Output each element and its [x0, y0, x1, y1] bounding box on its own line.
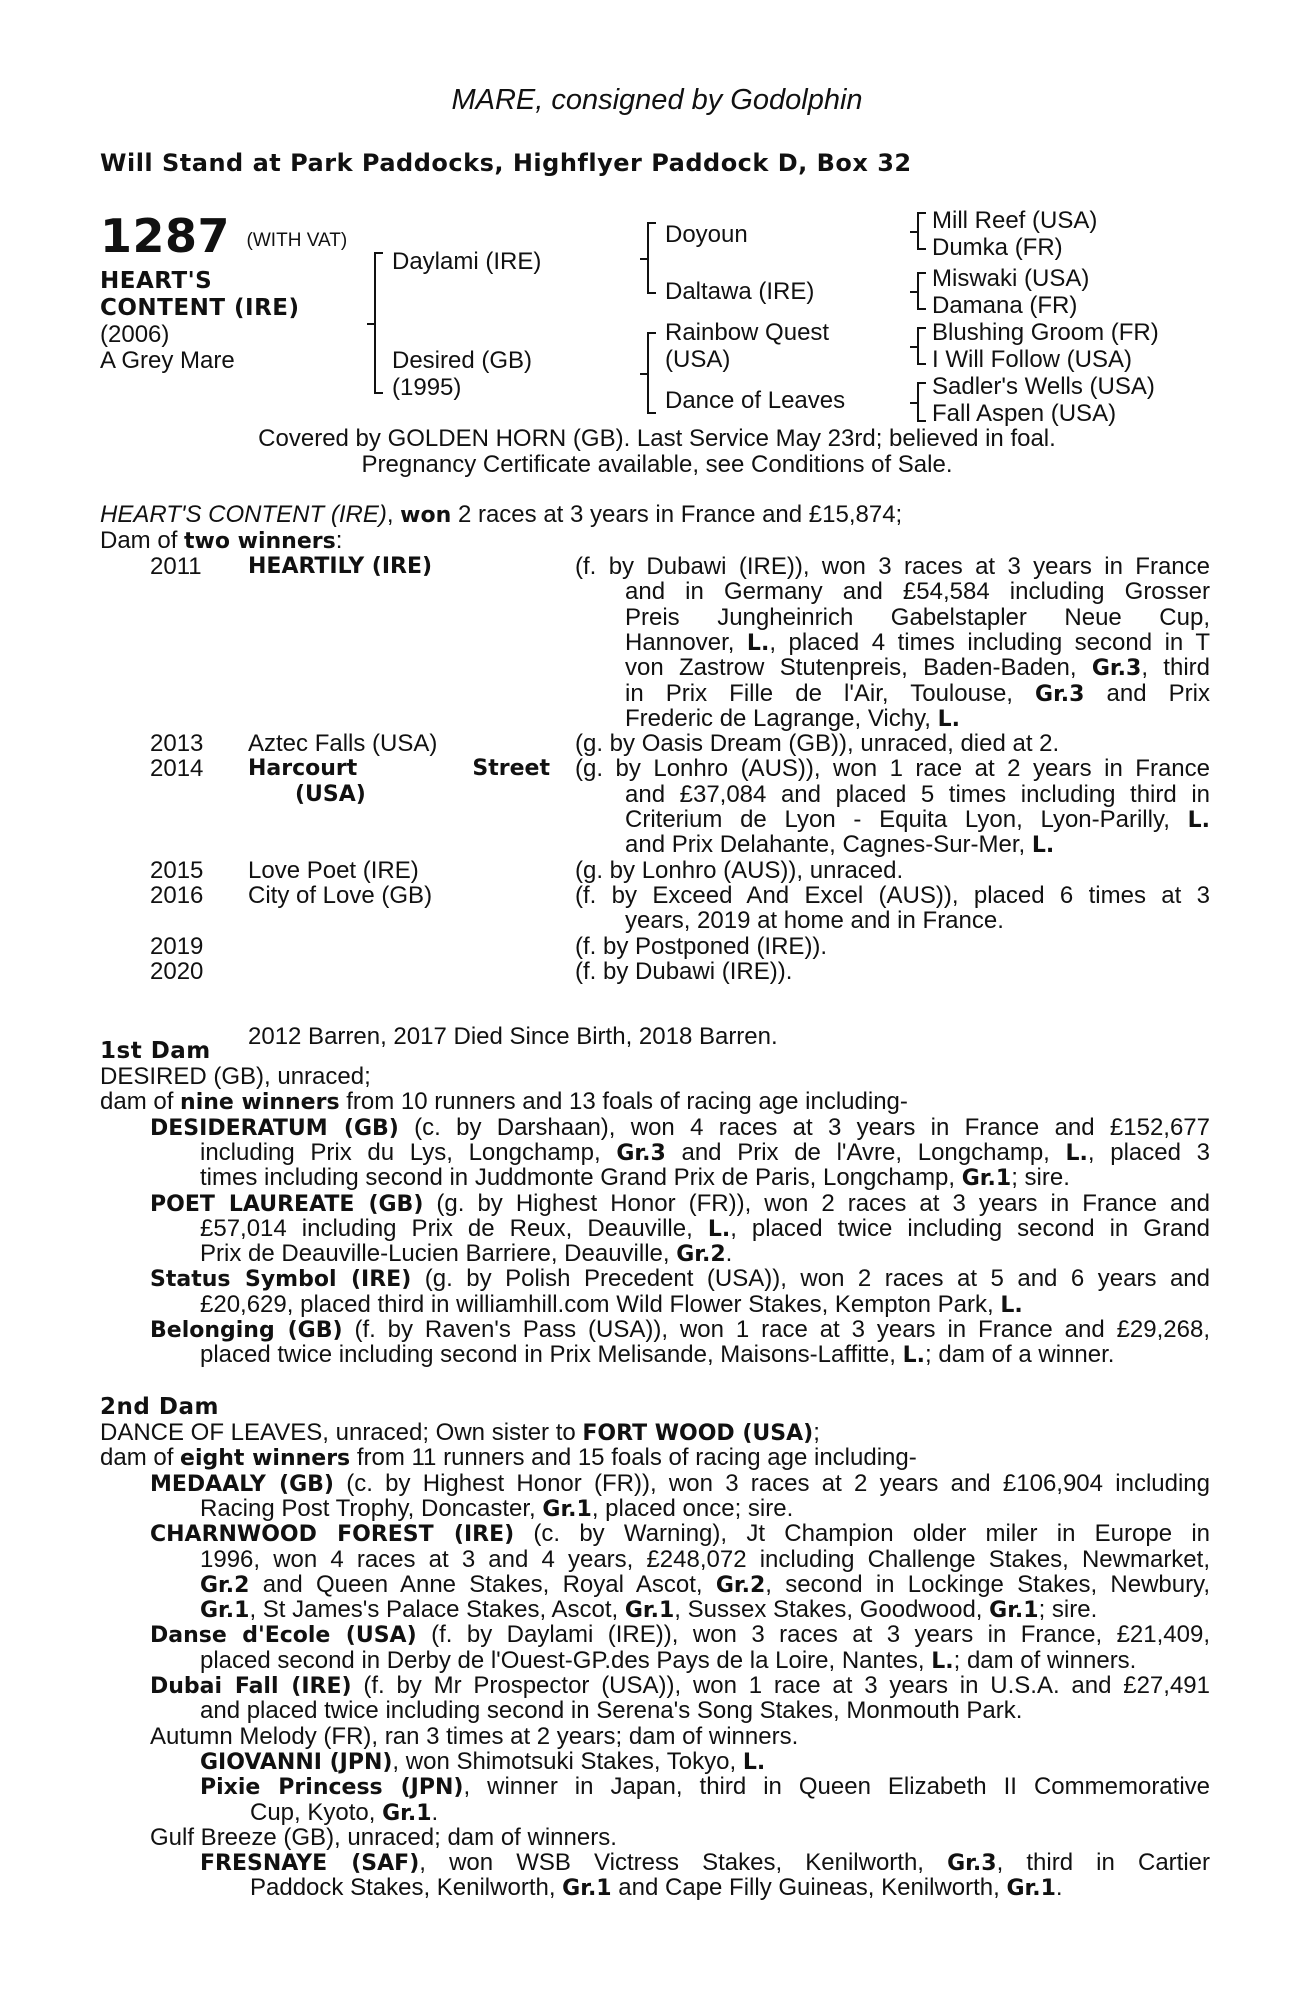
produce-detail-line: and in Germany and £54,584 including Grosser: [625, 578, 1210, 606]
lot-number-block: [100, 209, 348, 264]
pedigree-text-line: GIOVANNI (JPN), won Shimotsuki Stakes, Tokyo, L.: [200, 1747, 766, 1775]
pedigree-text-line: Dubai Fall (IRE) (f. by Mr Prospector (USA)), won 1 race at 3 years in U.S.A. and £27,491: [150, 1672, 1210, 1699]
produce-year: 2019: [150, 932, 204, 960]
pedigree-text-line: £20,629, placed third in williamhill.com Wild Flower Stakes, Kempton Park, L.: [200, 1290, 1023, 1318]
pedigree-brace-sd: [917, 272, 926, 310]
pedigree-brace-sire: [647, 222, 656, 294]
produce-year: 2014: [150, 755, 204, 783]
produce-name: HEARTILY (IRE): [248, 554, 433, 579]
pedigree-text-line: POET LAUREATE (GB) (g. by Highest Honor (FR)), won 2 races at 3 years in France and: [150, 1189, 1210, 1217]
pedigree-dsd: I Will Follow (USA): [932, 346, 1133, 373]
pedigree-text-line: Pixie Princess (JPN), winner in Japan, third in Queen Elizabeth II Commemorative: [200, 1773, 1211, 1801]
pedigree-text-line: dam of nine winners from 10 runners and 13 foals of racing age including-: [100, 1088, 908, 1116]
produce-detail-line: Hannover, L., placed 4 times including second in T: [625, 628, 1210, 656]
pedigree-text-line: 1996, won 4 races at 3 and 4 years, £248,072 including Challenge Stakes, Newmarket,: [200, 1545, 1210, 1573]
pedigree-text-line: Autumn Melody (FR), ran 3 times at 2 years; dam of winners.: [150, 1722, 799, 1750]
produce-name: Harcourt Street: [248, 756, 550, 782]
race-record-won: won: [400, 503, 452, 528]
second-dam-heading: 2nd Dam: [100, 1394, 219, 1420]
pedigree-dam-sire: Rainbow Quest: [665, 319, 830, 346]
produce-detail-line: in Prix Fille de l'Air, Toulouse, Gr.3 and Prix: [625, 679, 1210, 707]
covered-line-1: Covered by GOLDEN HORN (GB). Last Service May 23rd; believed in foal.: [258, 425, 1056, 452]
pedigree-text-line: Prix de Deauville-Lucien Barriere, Deauville, Gr.2.: [200, 1240, 733, 1268]
produce-detail-line: (g. by Lonhro (AUS)), unraced.: [575, 856, 904, 884]
pedigree-text-line: times including second in Juddmonte Grand Prix de Paris, Longchamp, Gr.1; sire.: [200, 1164, 1070, 1192]
pedigree-text-line: Gulf Breeze (GB), unraced; dam of winners.: [150, 1823, 617, 1851]
pedigree-text-line: Danse d'Ecole (USA) (f. by Daylami (IRE)), won 3 races at 3 years in France, £21,409,: [150, 1621, 1211, 1649]
produce-detail-line: Frederic de Lagrange, Vichy, L.: [625, 704, 961, 732]
pedigree-text-line: £57,014 including Prix de Reux, Deauville, L., placed twice including second in Grand: [200, 1214, 1210, 1242]
pedigree-dam-dam: Dance of Leaves: [665, 387, 846, 414]
produce-detail-line: (f. by Exceed And Excel (AUS)), placed 6 times at 3: [575, 881, 1210, 909]
produce-year: 2016: [150, 881, 204, 909]
pedigree-sire: Daylami (IRE): [392, 248, 542, 275]
pedigree-sds: Miswaki (USA): [932, 265, 1090, 292]
pedigree-brace-gen1: [374, 252, 383, 394]
pedigree-text-line: Racing Post Trophy, Doncaster, Gr.1, placed once; sire.: [200, 1494, 794, 1522]
pedigree-brace-ds: [917, 327, 926, 365]
produce-name-cont: (USA): [295, 781, 366, 807]
produce-detail-line: (f. by Postponed (IRE)).: [575, 932, 828, 960]
produce-detail-line: von Zastrow Stutenpreis, Baden-Baden, Gr.3, third: [625, 654, 1210, 682]
produce-detail-line: (f. by Dubawi (IRE)), won 3 races at 3 years in France: [575, 553, 1210, 580]
stand-location: Will Stand at Park Paddocks, Highflyer Paddock D, Box 32: [100, 149, 912, 177]
pedigree-text-line: DANCE OF LEAVES, unraced; Own sister to FORT WOOD (USA);: [100, 1419, 820, 1446]
pedigree-dds: Sadler's Wells (USA): [932, 373, 1155, 400]
foaling-year: (2006): [100, 321, 170, 348]
produce-year: 2020: [150, 957, 204, 985]
pedigree-text-line: CHARNWOOD FOREST (IRE) (c. by Warning), Jt Champion older miler in Europe in: [150, 1520, 1210, 1548]
pedigree-sire-sire: Doyoun: [665, 221, 748, 248]
pedigree-text-line: and placed twice including second in Serena's Song Stakes, Monmouth Park.: [200, 1697, 1023, 1725]
vat-label: (WITH VAT): [246, 230, 348, 251]
pedigree-text-line: placed second in Derby de l'Ouest-GP.des Pays de la Loire, Nantes, L.; dam of winners.: [200, 1646, 1137, 1674]
produce-year: 2015: [150, 856, 204, 884]
pedigree-text-line: including Prix du Lys, Longchamp, Gr.3 and Prix de l'Avre, Longchamp, L., placed 3: [200, 1138, 1210, 1166]
produce-detail-line: years, 2019 at home and in France.: [625, 907, 1004, 935]
pedigree-text-line: placed twice including second in Prix Melisande, Maisons-Laffitte, L.; dam of a winner.: [200, 1341, 1115, 1369]
lot-number: 1287: [100, 209, 231, 263]
produce-detail-line: Criterium de Lyon - Equita Lyon, Lyon-Parilly, L.: [625, 806, 1210, 833]
pedigree-text-line: Cup, Kyoto, Gr.1.: [250, 1798, 439, 1826]
horse-name-line1: HEART'S: [100, 268, 213, 294]
race-record-rest: 2 races at 3 years in France and £15,874;: [451, 501, 903, 528]
pedigree-ssd: Dumka (FR): [932, 234, 1063, 261]
pedigree-sss: Mill Reef (USA): [932, 207, 1098, 234]
pedigree-dam-year: (1995): [392, 374, 462, 401]
pedigree-text-line: Belonging (GB) (f. by Raven's Pass (USA)), won 1 race at 3 years in France and £29,268,: [150, 1316, 1211, 1343]
page-title: MARE, consigned by Godolphin: [451, 84, 863, 116]
produce-detail-line: and £37,084 and placed 5 times including third in: [625, 780, 1210, 808]
produce-detail-line: Preis Jungheinrich Gabelstapler Neue Cup,: [625, 603, 1210, 631]
pedigree-ddd: Fall Aspen (USA): [932, 400, 1117, 427]
pedigree-dss: Blushing Groom (FR): [932, 319, 1159, 346]
produce-year: 2013: [150, 730, 204, 758]
horse-name-line2: CONTENT (IRE): [100, 295, 300, 321]
produce-name: City of Love (GB): [248, 881, 433, 909]
pedigree-dam: Desired (GB): [392, 347, 533, 374]
dam-of-winners: two winners: [184, 529, 336, 554]
pedigree-text-line: DESIDERATUM (GB) (c. by Darshaan), won 4 races at 3 years in France and £152,677: [150, 1113, 1211, 1141]
pedigree-text-line: Gr.1, St James's Palace Stakes, Ascot, Gr.1, Sussex Stakes, Goodwood, Gr.1; sire.: [200, 1596, 1098, 1624]
pedigree-text-line: Paddock Stakes, Kenilworth, Gr.1 and Cape Filly Guineas, Kenilworth, Gr.1.: [250, 1874, 1063, 1902]
pedigree-text-line: MEDAALY (GB) (c. by Highest Honor (FR)), won 3 races at 2 years and £106,904 including: [150, 1469, 1210, 1497]
pedigree-dam-sire-country: (USA): [665, 346, 731, 373]
pedigree-text-line: Gr.2 and Queen Anne Stakes, Royal Ascot, Gr.2, second in Lockinge Stakes, Newbury,: [200, 1570, 1210, 1598]
dam-of-line: [100, 528, 342, 555]
pedigree-sire-dam: Daltawa (IRE): [665, 278, 815, 305]
barren-note: 2012 Barren, 2017 Died Since Birth, 2018 Barren.: [248, 1023, 778, 1050]
pedigree-brace-ss: [917, 212, 926, 250]
pedigree-brace-dam: [647, 332, 656, 414]
pedigree-text-line: Status Symbol (IRE) (g. by Polish Precedent (USA)), won 2 races at 5 and 6 years and: [150, 1265, 1210, 1293]
pedigree-brace-dd: [917, 382, 926, 422]
pedigree-sdd: Damana (FR): [932, 292, 1078, 319]
produce-name: Aztec Falls (USA): [248, 730, 438, 758]
produce-detail-line: (g. by Oasis Dream (GB)), unraced, died at 2.: [575, 730, 1060, 758]
produce-year: 2011: [150, 553, 202, 580]
produce-name: Love Poet (IRE): [248, 856, 419, 884]
produce-detail-line: (f. by Dubawi (IRE)).: [575, 957, 793, 985]
pedigree-text-line: dam of eight winners from 11 runners and 15 foals of racing age including-: [100, 1444, 917, 1472]
dam-of-label: Dam of: [100, 527, 185, 554]
produce-detail-line: and Prix Delahante, Cagnes-Sur-Mer, L.: [625, 831, 1055, 859]
race-record: HEART'S CONTENT (IRE), won 2 races at 3 years in France and £15,874;: [100, 501, 903, 528]
horse-description: A Grey Mare: [100, 347, 235, 374]
first-dam-heading: 1st Dam: [100, 1038, 211, 1064]
race-record-name: HEART'S CONTENT (IRE): [100, 501, 387, 528]
pedigree-text-line: DESIRED (GB), unraced;: [100, 1063, 371, 1090]
pedigree-text-line: FRESNAYE (SAF), won WSB Victress Stakes, Kenilworth, Gr.3, third in Cartier: [200, 1849, 1211, 1877]
covered-line-2: Pregnancy Certificate available, see Conditions of Sale.: [361, 451, 953, 478]
produce-detail-line: (g. by Lonhro (AUS)), won 1 race at 2 years in France: [575, 755, 1210, 783]
dam-of-colon: :: [335, 527, 343, 554]
